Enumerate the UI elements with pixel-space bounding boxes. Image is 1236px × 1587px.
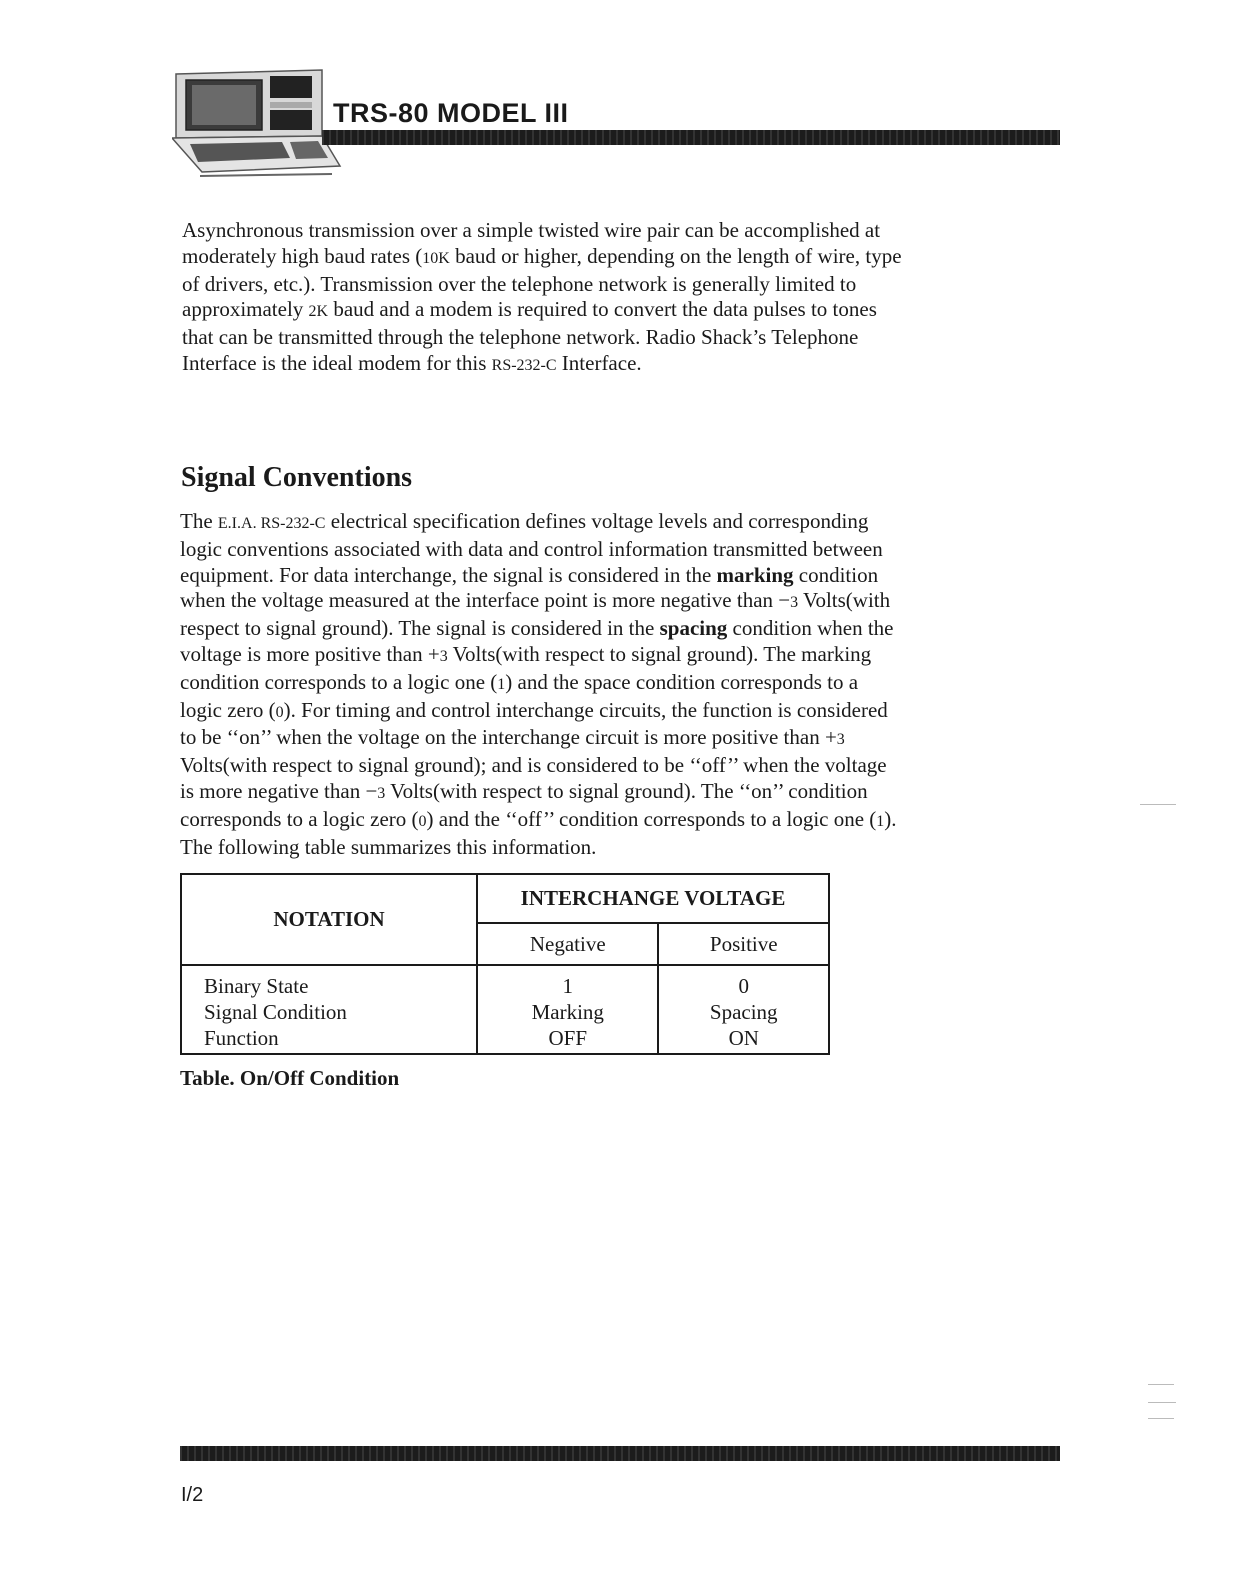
positive-value: Spacing — [709, 999, 778, 1024]
trs80-computer-icon — [172, 66, 342, 180]
negative-value: OFF — [548, 1025, 588, 1050]
negative-values-cell — [477, 965, 658, 1054]
positive-header: Positive — [658, 923, 829, 965]
scan-artifact — [1140, 804, 1176, 805]
interchange-voltage-header: INTERCHANGE VOLTAGE — [477, 874, 829, 923]
row-labels-cell — [181, 965, 477, 1054]
table-caption: Table. On/Off Condition — [180, 1066, 400, 1090]
header-title: TRS-80 MODEL III — [333, 98, 569, 128]
footer-rule — [180, 1446, 1060, 1461]
table-row-label: Signal Condition — [204, 999, 347, 1024]
interchange-voltage-table — [180, 873, 830, 1055]
negative-value: 1 — [562, 974, 573, 998]
positive-values-cell — [658, 965, 829, 1054]
scan-artifact — [1148, 1384, 1174, 1385]
positive-value: ON — [728, 1025, 759, 1050]
positive-value: 0 — [738, 974, 749, 998]
signal-conventions-paragraph: The E.I.A. RS-232-C electrical specification defines voltage levels and corresponding logic conventions associated with data and control information transmitted between equipment. For data interchange, the signal is considered in the marking condition when the voltage measured at the interface point is more negative than −3 Volts(with respect to signal ground). The signal is considered in the spacing condition when the voltage is more positive than +3 Volts(with respect to signal ground). The marking condition corresponds to a logic one (1) and the space condition corresponds to a logic zero (0). For timing and control interchange circuits, the function is considered to be ‘‘on’’ when the voltage on the interchange circuit is more positive than +3 Volts(with respect to signal ground); and is considered to be ‘‘off’’ when the voltage is more negative than −3 Volts(with respect to signal ground). The ‘‘on’’ condition corresponds to a logic zero (0) and the ‘‘off’’ condition corresponds to a logic one (1). The following table summarizes this information. — [180, 509, 897, 859]
scan-artifact — [1148, 1418, 1174, 1419]
notation-header: NOTATION — [181, 874, 477, 965]
term-spacing: spacing — [659, 616, 728, 641]
intro-paragraph: Asynchronous transmission over a simple twisted wire pair can be accomplished at moderately high baud rates (10K baud or higher, depending on the length of wire, type of drivers, etc.). Transmission over the telephone network is generally limited to approximately 2K baud and a modem is required to convert the data pulses to tones that can be transmitted through the telephone network. Radio Shack’s Telephone Interface is the ideal modem for this RS-232-C Interface. — [182, 218, 902, 375]
term-marking: marking — [716, 562, 794, 587]
page-number: I/2 — [181, 1484, 204, 1506]
section-heading: Signal Conventions — [181, 462, 413, 493]
negative-header: Negative — [477, 923, 658, 965]
header-rule — [322, 130, 1060, 145]
scan-artifact — [1148, 1402, 1176, 1403]
negative-value: Marking — [531, 999, 604, 1024]
table-row-label: Function — [204, 1025, 279, 1050]
table-row-label: Binary State — [204, 974, 309, 998]
